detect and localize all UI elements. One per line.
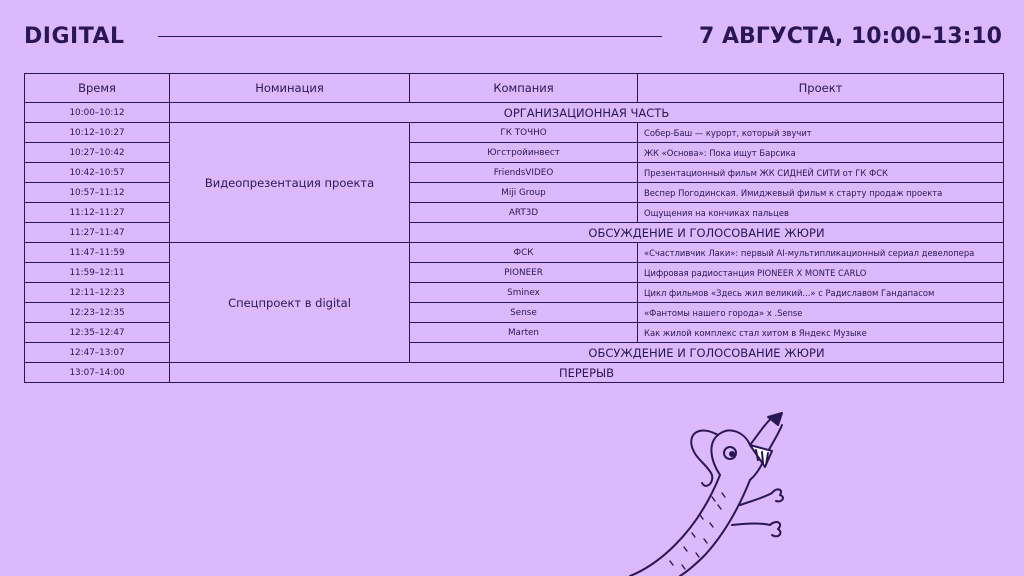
time-cell: 11:59–12:11 [25,263,170,283]
column-header-nomination: Номинация [170,74,410,103]
project-cell: «Фантомы нашего города» x .Sense [638,303,1004,323]
time-cell: 10:27–10:42 [25,143,170,163]
time-cell: 12:47–13:07 [25,343,170,363]
event-date: 7 АВГУСТА, 10:00–13:10 [699,24,1002,49]
company-cell: Югстройинвест [410,143,638,163]
company-cell: FriendsVIDEO [410,163,638,183]
company-cell: Sense [410,303,638,323]
table-row [25,103,1004,123]
section-cell: ОБСУЖДЕНИЕ И ГОЛОСОВАНИЕ ЖЮРИ [410,223,1004,243]
company-cell: ФСК [410,243,638,263]
time-cell: 11:12–11:27 [25,203,170,223]
header [24,22,1002,54]
project-cell: Как жилой комплекс стал хитом в Яндекс Музыке [638,323,1004,343]
schedule-table [24,73,1004,383]
time-cell: 11:27–11:47 [25,223,170,243]
company-cell: Miji Group [410,183,638,203]
project-cell: Цикл фильмов «Здесь жил великий...» с Радиславом Гандапасом [638,283,1004,303]
project-cell: «Счастливчик Лаки»: первый AI-мультипликационный сериал девелопера [638,243,1004,263]
company-cell: PIONEER [410,263,638,283]
time-cell: 10:42–10:57 [25,163,170,183]
time-cell: 10:57–11:12 [25,183,170,203]
table-row [25,363,1004,383]
page-title: DIGITAL [24,24,125,49]
table-header-row [25,74,1004,103]
section-cell: ОБСУЖДЕНИЕ И ГОЛОСОВАНИЕ ЖЮРИ [410,343,1004,363]
nomination-cell: Видеопрезентация проекта [170,123,410,243]
header-divider [158,36,662,37]
time-cell: 13:07–14:00 [25,363,170,383]
time-cell: 10:12–10:27 [25,123,170,143]
column-header-company: Компания [410,74,638,103]
company-cell: ART3D [410,203,638,223]
company-cell: ГК ТОЧНО [410,123,638,143]
dog-illustration [600,405,820,576]
time-cell: 12:11–12:23 [25,283,170,303]
column-header-project: Проект [638,74,1004,103]
project-cell: ЖК «Основа»: Пока ищут Барсика [638,143,1004,163]
section-cell: ПЕРЕРЫВ [170,363,1004,383]
time-cell: 12:23–12:35 [25,303,170,323]
time-cell: 12:35–12:47 [25,323,170,343]
time-cell: 11:47–11:59 [25,243,170,263]
company-cell: Sminex [410,283,638,303]
section-cell: ОРГАНИЗАЦИОННАЯ ЧАСТЬ [170,103,1004,123]
project-cell: Цифровая радиостанция PIONEER X MONTE CARLO [638,263,1004,283]
project-cell: Веспер Погодинская. Имиджевый фильм к старту продаж проекта [638,183,1004,203]
project-cell: Собер-Баш — курорт, который звучит [638,123,1004,143]
table-row [25,123,1004,143]
time-cell: 10:00–10:12 [25,103,170,123]
project-cell: Ощущения на кончиках пальцев [638,203,1004,223]
column-header-time: Время [25,74,170,103]
company-cell: Marten [410,323,638,343]
nomination-cell: Спецпроект в digital [170,243,410,363]
table-row [25,243,1004,263]
project-cell: Презентационный фильм ЖК СИДНЕЙ СИТИ от ГК ФСК [638,163,1004,183]
